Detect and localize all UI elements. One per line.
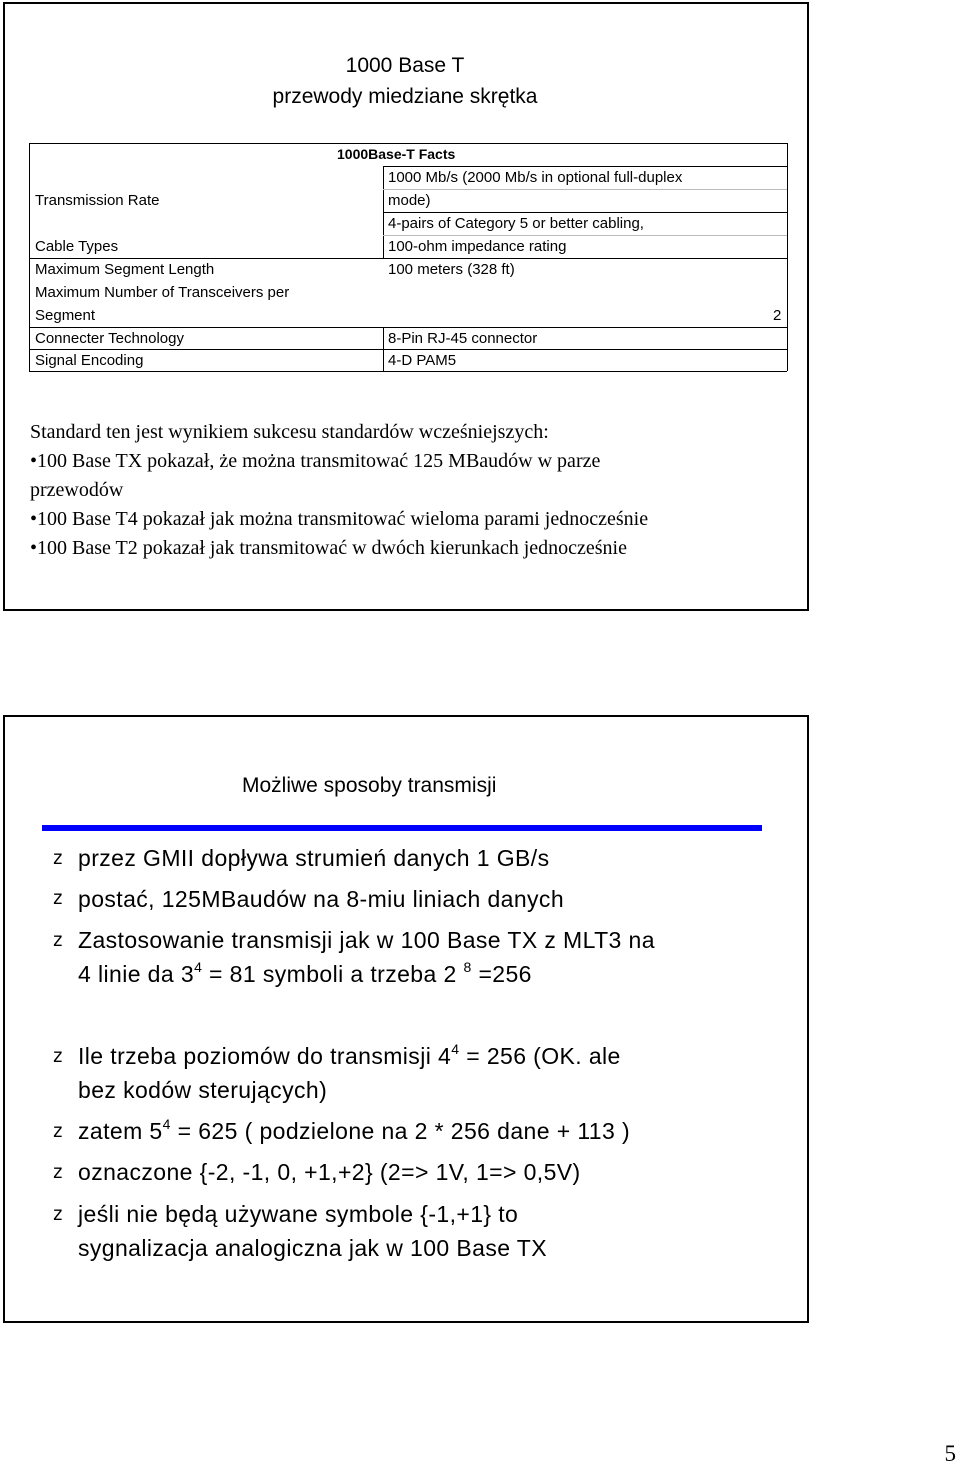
page-number: 5 — [944, 1441, 956, 1466]
table-value: 100-ohm impedance rating — [388, 238, 567, 255]
table-value: 1000 Mb/s (2000 Mb/s in optional full-duplex — [388, 169, 683, 186]
body-text-line: •100 Base T4 pokazał jak można transmitować wieloma parami jednocześnie — [30, 508, 649, 530]
bullet-text-part: = 81 symboli a trzeba 2 — [202, 961, 464, 987]
table-label: Cable Types — [35, 238, 119, 255]
body-text-line: Standard ten jest wynikiem sukcesu standardów wcześniejszych: — [30, 421, 549, 443]
table-label: Maximum Number of Transceivers per — [35, 284, 290, 301]
table-border-left — [29, 143, 30, 371]
bullet-icon: z — [52, 1161, 64, 1183]
table-inner-rule — [383, 189, 787, 190]
superscript: 4 — [162, 1116, 171, 1132]
bullet-text: oznaczone {-2, -1, 0, +1,+2} (2=> 1V, 1=> 0,5V) — [78, 1159, 581, 1185]
slide-1000base-t — [3, 2, 809, 611]
bullet-icon: z — [52, 887, 64, 909]
bullet-text-part: 4 linie da 3 — [78, 961, 195, 987]
table-value: 8-Pin RJ-45 connector — [388, 330, 538, 347]
body-text-line: •100 Base TX pokazał, że można transmitować 125 MBaudów w parze — [30, 450, 601, 472]
bullet-icon: z — [52, 929, 64, 951]
bullet-icon: z — [52, 1045, 64, 1067]
slide-title: Możliwe sposoby transmisji — [242, 774, 497, 797]
table-label: Transmission Rate — [35, 192, 160, 209]
superscript: 8 — [463, 959, 472, 975]
bullet-icon: z — [52, 1203, 64, 1225]
body-text-line: przewodów — [30, 479, 124, 501]
table-value: 4-D PAM5 — [388, 352, 457, 369]
superscript: 4 — [194, 959, 203, 975]
bullet-text-part: Ile trzeba poziomów do transmisji 4 — [78, 1043, 452, 1069]
slide-title-line1: 1000 Base T — [345, 54, 465, 77]
bullet-text-part: =256 — [471, 961, 532, 987]
superscript: 4 — [451, 1041, 460, 1057]
bullet-text: jeśli nie będą używane symbole {-1,+1} to — [78, 1201, 519, 1227]
bullet-text-part: = 625 ( podzielone na 2 * 256 dane + 113 ) — [170, 1118, 631, 1144]
table-value: mode) — [388, 192, 431, 209]
table-value: 4-pairs of Category 5 or better cabling, — [388, 215, 644, 232]
bullet-text-part: = 256 (OK. ale — [459, 1043, 621, 1069]
bullet-text-part: zatem 5 — [78, 1118, 163, 1144]
table-label: Maximum Segment Length — [35, 261, 215, 278]
bullet-text-continued: sygnalizacja analogiczna jak w 100 Base TX — [78, 1235, 547, 1261]
bullet-text — [78, 1039, 621, 1073]
table-label: Connecter Technology — [35, 330, 184, 347]
facts-table — [29, 143, 787, 371]
bullet-text-continued: bez kodów sterujących) — [78, 1077, 328, 1103]
body-text-line: •100 Base T2 pokazał jak transmitować w dwóch kierunkach jednocześnie — [30, 537, 627, 559]
bullet-icon: z — [52, 1120, 64, 1142]
bullet-text — [78, 1114, 630, 1148]
bullet-text: postać, 125MBaudów na 8-miu liniach danych — [78, 886, 565, 912]
slide-title-line2: przewody miedziane skrętka — [272, 85, 538, 108]
table-label: Segment — [35, 307, 96, 324]
table-value: 100 meters (328 ft) — [388, 261, 515, 278]
bullet-text: Zastosowanie transmisji jak w 100 Base TX z MLT3 na — [78, 927, 655, 953]
title-rule — [42, 825, 762, 831]
bullet-text-continued — [78, 957, 532, 991]
bullet-text: przez GMII dopływa strumień danych 1 GB/s — [78, 845, 550, 871]
table-value: 2 — [773, 307, 782, 324]
table-border-right — [787, 143, 788, 371]
table-label: Signal Encoding — [35, 352, 144, 369]
table-header: 1000Base-T Facts — [337, 146, 456, 162]
bullet-icon: z — [52, 847, 64, 869]
